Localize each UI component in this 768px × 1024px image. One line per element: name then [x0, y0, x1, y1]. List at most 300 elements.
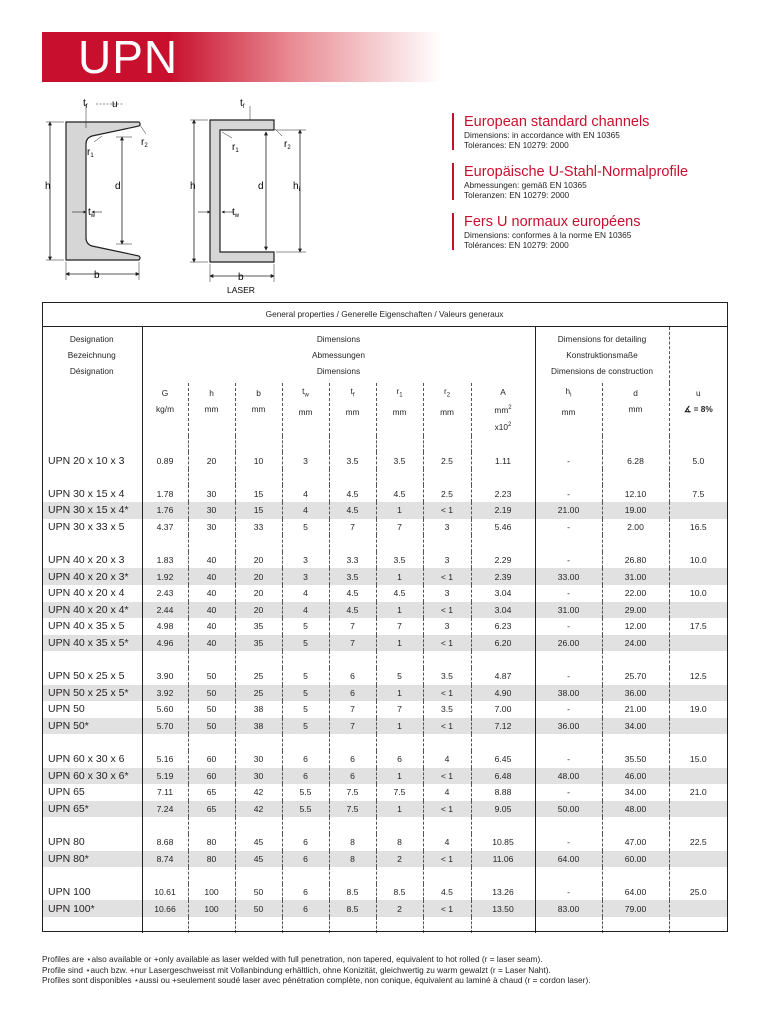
cell-designation: UPN 40 x 20 x 4*	[42, 602, 142, 619]
spacer-cell	[329, 734, 376, 751]
designation-en: Designation	[69, 334, 114, 344]
cell-g: 1.92	[142, 568, 188, 585]
cell-hi: -	[535, 485, 602, 502]
cell-tf: 6	[329, 751, 376, 768]
cell-d: 25.70	[602, 668, 669, 685]
cell-g: 7.11	[142, 784, 188, 801]
cell-g: 1.76	[142, 502, 188, 519]
cell-tw: 5	[282, 701, 329, 718]
cell-a: 5.46	[471, 519, 535, 536]
cell-b: 15	[235, 485, 282, 502]
cell-d: 47.00	[602, 834, 669, 851]
spacer-cell	[329, 867, 376, 884]
cell-h: 20	[188, 452, 235, 469]
spacer-cell	[282, 535, 329, 552]
right-tw-label: $t_w$	[232, 207, 240, 219]
left-r1-label: $r_1$	[87, 147, 94, 159]
footnotes	[42, 954, 742, 986]
spacer-cell	[602, 917, 669, 934]
cell-designation: UPN 50 x 25 x 5*	[42, 685, 142, 702]
spacer-cell	[142, 917, 188, 934]
right-b-label: b	[238, 272, 244, 283]
spacer-cell	[669, 651, 727, 668]
cell-u	[669, 801, 727, 818]
spacer-cell	[329, 817, 376, 834]
spacer-cell	[188, 651, 235, 668]
spacer-cell	[471, 817, 535, 834]
cell-designation: UPN 30 x 33 x 5	[42, 519, 142, 536]
cell-g: 5.60	[142, 701, 188, 718]
cell-a: 3.04	[471, 602, 535, 619]
cell-a: 11.06	[471, 851, 535, 868]
spacer-cell	[376, 651, 423, 668]
cell-hi: -	[535, 751, 602, 768]
cell-designation: UPN 20 x 10 x 3	[42, 452, 142, 469]
cell-g: 4.96	[142, 635, 188, 652]
cell-designation: UPN 30 x 15 x 4	[42, 485, 142, 502]
cell-h: 80	[188, 834, 235, 851]
cell-r2: < 1	[423, 602, 471, 619]
dimensions-german: Abmessungen: gemäß EN 10365	[464, 180, 587, 190]
table-row	[42, 900, 727, 917]
dimensions-french: Dimensions: conformes à la norme EN 10365	[464, 230, 632, 240]
right-d-label: d	[258, 181, 264, 192]
cell-g: 7.24	[142, 801, 188, 818]
cell-tw: 6	[282, 851, 329, 868]
cell-r2: < 1	[423, 900, 471, 917]
cell-r1: 4.5	[376, 485, 423, 502]
cell-u: 10.0	[689, 588, 707, 599]
cell-d: 12.10	[602, 485, 669, 502]
spacer-cell	[471, 469, 535, 486]
cell-u	[669, 635, 727, 652]
cross-section-svg	[36, 92, 366, 302]
cell-d: 12.00	[602, 618, 669, 635]
table-row	[42, 784, 727, 801]
spacer-cell	[42, 734, 142, 751]
cell-tf: 3.5	[329, 452, 376, 469]
spacer-cell	[282, 917, 329, 934]
cell-hi: 33.00	[535, 568, 602, 585]
detailing-fr: Dimensions de construction	[551, 366, 653, 376]
cell-g: 4.37	[142, 519, 188, 536]
cell-r1: 5	[376, 668, 423, 685]
cell-a: 7.00	[471, 701, 535, 718]
cell-b: 25	[235, 668, 282, 685]
cell-tf: 7.5	[329, 801, 376, 818]
cell-h: 100	[188, 900, 235, 917]
cell-h: 40	[188, 635, 235, 652]
cell-u: 22.5	[689, 837, 707, 848]
spacer-cell	[471, 651, 535, 668]
cell-g: 8.68	[142, 834, 188, 851]
spacer-cell	[42, 817, 142, 834]
spacer-cell	[535, 867, 602, 884]
detailing-en: Dimensions for detailing	[557, 334, 647, 344]
cell-r1: 1	[376, 602, 423, 619]
cell-tf: 8	[329, 851, 376, 868]
spacer-cell	[669, 436, 727, 453]
cell-hi: -	[535, 784, 602, 801]
cell-r2: < 1	[423, 685, 471, 702]
spacer-cell	[235, 469, 282, 486]
col-h-header: h mm	[188, 383, 235, 436]
cell-b: 30	[235, 768, 282, 785]
spacer-cell	[188, 436, 235, 453]
spacer-cell	[602, 535, 669, 552]
cell-designation: UPN 100*	[42, 900, 142, 917]
cell-tw: 3	[282, 452, 329, 469]
spacer-cell	[142, 436, 188, 453]
cell-r2: < 1	[423, 851, 471, 868]
cell-tf: 3.5	[329, 568, 376, 585]
spacer-cell	[423, 651, 471, 668]
cell-a: 10.85	[471, 834, 535, 851]
spacer-cell	[376, 734, 423, 751]
cell-b: 42	[235, 784, 282, 801]
cell-tw: 5.5	[282, 801, 329, 818]
spacer-cell	[42, 469, 142, 486]
cell-h: 40	[188, 602, 235, 619]
spacer-row	[42, 651, 727, 668]
cell-d: 26.80	[602, 552, 669, 569]
cell-designation: UPN 50 x 25 x 5	[42, 668, 142, 685]
cell-h: 40	[188, 585, 235, 602]
designation-fr: Désignation	[69, 366, 114, 376]
spacer-cell	[602, 867, 669, 884]
laser-caption: LASER	[227, 285, 255, 295]
spacer-cell	[669, 917, 727, 934]
cell-designation: UPN 100	[42, 884, 142, 901]
spacer-cell	[602, 436, 669, 453]
spacer-cell	[142, 651, 188, 668]
table-row	[42, 485, 727, 502]
cell-g: 5.16	[142, 751, 188, 768]
cell-tw: 5	[282, 519, 329, 536]
spacer-cell	[42, 917, 142, 934]
spacer-cell	[535, 651, 602, 668]
title-block-french	[452, 213, 752, 250]
spacer-cell	[329, 436, 376, 453]
spacer-cell	[423, 917, 471, 934]
footnote-english: Profiles are ⋆also available or +only available as laser welded with full penetration, non tapered, equivalent to hot rolled (r = laser seam).	[42, 954, 543, 964]
spacer-cell	[471, 436, 535, 453]
cell-tw: 4	[282, 585, 329, 602]
left-u-label: u	[112, 99, 118, 110]
table-row	[42, 585, 727, 602]
cell-designation: UPN 65	[42, 784, 142, 801]
cell-h: 100	[188, 884, 235, 901]
cell-r2: < 1	[423, 718, 471, 735]
cell-a: 1.11	[471, 452, 535, 469]
cell-a: 2.19	[471, 502, 535, 519]
cell-u	[669, 568, 727, 585]
spacer-cell	[471, 535, 535, 552]
cell-u	[669, 900, 727, 917]
cell-a: 7.12	[471, 718, 535, 735]
spacer-cell	[669, 867, 727, 884]
cell-h: 50	[188, 701, 235, 718]
dimensions-de: Abmessungen	[311, 350, 366, 360]
footnote-german: Profile sind ⋆auch bzw. +nur Lasergeschweisst mit Vollanbindung erhältlich, ohne Konizität, gleichwertig zu warm gewalzt (r = Laser Naht).	[42, 964, 551, 975]
col-u-header: u ∡ = 8%	[683, 388, 713, 415]
cell-designation: UPN 65*	[42, 801, 142, 818]
cell-d: 64.00	[602, 884, 669, 901]
cell-h: 40	[188, 618, 235, 635]
cell-r2: 2.5	[423, 485, 471, 502]
cell-tf: 7	[329, 635, 376, 652]
cell-r2: < 1	[423, 568, 471, 585]
cell-h: 50	[188, 718, 235, 735]
spacer-cell	[535, 469, 602, 486]
cell-b: 33	[235, 519, 282, 536]
title-blocks	[452, 113, 752, 263]
col-g-header: G kg/m	[142, 383, 188, 436]
cell-g: 4.98	[142, 618, 188, 635]
left-b-label: b	[94, 270, 100, 281]
spacer-cell	[535, 817, 602, 834]
cell-a: 6.45	[471, 751, 535, 768]
spacer-cell	[282, 734, 329, 751]
cell-a: 6.20	[471, 635, 535, 652]
cell-hi: 48.00	[535, 768, 602, 785]
cell-b: 30	[235, 751, 282, 768]
cell-tw: 5.5	[282, 784, 329, 801]
left-h-label: h	[45, 181, 51, 192]
table-row	[42, 668, 727, 685]
spacer-cell	[235, 651, 282, 668]
cell-b: 50	[235, 884, 282, 901]
cell-hi: 64.00	[535, 851, 602, 868]
detailing-header	[535, 327, 669, 384]
spacer-cell	[42, 651, 142, 668]
cell-b: 35	[235, 635, 282, 652]
right-tf-label: $t_f$	[240, 98, 245, 110]
spacer-cell	[188, 867, 235, 884]
cell-hi: 21.00	[535, 502, 602, 519]
cell-h: 30	[188, 519, 235, 536]
cell-g: 0.89	[142, 452, 188, 469]
cell-hi: -	[535, 452, 602, 469]
cell-r1: 2	[376, 900, 423, 917]
spacer-cell	[602, 734, 669, 751]
cell-designation: UPN 40 x 20 x 3	[42, 552, 142, 569]
spacer-cell	[282, 817, 329, 834]
table-row	[42, 635, 727, 652]
cell-b: 45	[235, 851, 282, 868]
table-row	[42, 834, 727, 851]
spacer-cell	[188, 917, 235, 934]
spacer-cell	[535, 734, 602, 751]
spacer-cell	[471, 734, 535, 751]
spacer-cell	[602, 817, 669, 834]
cell-designation: UPN 50	[42, 701, 142, 718]
cell-b: 20	[235, 602, 282, 619]
cell-u: 10.0	[689, 555, 707, 566]
spacer-cell	[376, 867, 423, 884]
cell-h: 40	[188, 552, 235, 569]
spacer-cell	[142, 817, 188, 834]
spacer-cell	[235, 436, 282, 453]
spacer-cell	[669, 817, 727, 834]
dimensions-header	[142, 327, 535, 384]
spacer-cell	[329, 651, 376, 668]
spacer-cell	[188, 535, 235, 552]
cell-designation: UPN 80	[42, 834, 142, 851]
detailing-de: Konstruktionsmaße	[566, 350, 638, 360]
col-tf-header: $t_f$ mm	[329, 383, 376, 436]
title-english: European standard channels	[464, 114, 650, 130]
cell-r2: 3.5	[423, 701, 471, 718]
cell-b: 20	[235, 568, 282, 585]
spacer-cell	[376, 535, 423, 552]
cell-u: 25.0	[689, 886, 707, 897]
title-french: Fers U normaux européens	[464, 214, 641, 230]
cell-d: 21.00	[602, 701, 669, 718]
cell-tw: 5	[282, 668, 329, 685]
spacer-cell	[235, 867, 282, 884]
cell-u	[669, 768, 727, 785]
cell-b: 35	[235, 618, 282, 635]
spacer-cell	[142, 867, 188, 884]
footnote-french: Profiles sont disponibles ⋆aussi ou +seulement soudé laser avec pénétration complète, non conique, équivalent au laminé à chaud (r = cordon laser).	[42, 975, 591, 985]
cell-u: 7.5	[692, 488, 705, 499]
spacer-cell	[42, 436, 142, 453]
spacer-cell	[423, 535, 471, 552]
cell-a: 6.23	[471, 618, 535, 635]
cell-r2: < 1	[423, 502, 471, 519]
left-r2-label: $r_2$	[141, 137, 148, 149]
general-properties-heading: General properties / Generelle Eigenschaften / Valeurs generaux	[42, 302, 727, 327]
cell-tf: 4.5	[329, 485, 376, 502]
cell-r1: 1	[376, 685, 423, 702]
cell-d: 35.50	[602, 751, 669, 768]
cell-tw: 5	[282, 635, 329, 652]
cell-u: 17.5	[689, 621, 707, 632]
cell-d: 34.00	[602, 718, 669, 735]
cell-u	[669, 685, 727, 702]
spacer-cell	[669, 535, 727, 552]
spacer-cell	[602, 469, 669, 486]
cell-h: 50	[188, 668, 235, 685]
spacer-row	[42, 867, 727, 884]
cell-g: 2.43	[142, 585, 188, 602]
cell-tw: 6	[282, 834, 329, 851]
spacer-cell	[282, 469, 329, 486]
title-block-english	[452, 113, 752, 150]
cell-hi: 50.00	[535, 801, 602, 818]
col-r1-header: $r_1$ mm	[376, 383, 423, 436]
spacer-cell	[602, 651, 669, 668]
cell-a: 2.23	[471, 485, 535, 502]
cell-designation: UPN 50*	[42, 718, 142, 735]
cell-tf: 7	[329, 718, 376, 735]
cell-hi: -	[535, 834, 602, 851]
col-r2-header: $r_2$ mm	[423, 383, 471, 436]
cell-designation: UPN 40 x 35 x 5*	[42, 635, 142, 652]
cell-designation: UPN 60 x 30 x 6*	[42, 768, 142, 785]
cell-a: 2.39	[471, 568, 535, 585]
cell-u: 12.5	[689, 671, 707, 682]
cell-h: 60	[188, 768, 235, 785]
col-tw-header: $t_w$ mm	[282, 383, 329, 436]
cell-u: 16.5	[689, 521, 707, 532]
spacer-cell	[423, 436, 471, 453]
spacer-row	[42, 436, 727, 453]
spacer-cell	[235, 917, 282, 934]
spacer-cell	[471, 917, 535, 934]
u-header-blank	[669, 327, 727, 384]
cell-b: 20	[235, 552, 282, 569]
cell-tf: 8.5	[329, 900, 376, 917]
cell-tw: 4	[282, 485, 329, 502]
cell-h: 30	[188, 485, 235, 502]
cell-tw: 6	[282, 768, 329, 785]
cell-hi: -	[535, 884, 602, 901]
channel-laser-drawing	[190, 98, 306, 295]
spacer-cell	[376, 917, 423, 934]
cell-r2: < 1	[423, 801, 471, 818]
left-tf-label: $t_f$	[83, 98, 88, 110]
right-h-label: h	[190, 181, 196, 192]
cell-tf: 7	[329, 618, 376, 635]
cell-g: 1.78	[142, 485, 188, 502]
cell-r2: 4	[423, 751, 471, 768]
cell-r2: 4	[423, 834, 471, 851]
spacer-cell	[282, 651, 329, 668]
cell-designation: UPN 80*	[42, 851, 142, 868]
cell-designation: UPN 60 x 30 x 6	[42, 751, 142, 768]
cell-tf: 7	[329, 519, 376, 536]
cell-a: 13.26	[471, 884, 535, 901]
cell-r2: < 1	[423, 635, 471, 652]
cell-d: 31.00	[602, 568, 669, 585]
dimensions-en: Dimensions	[316, 334, 361, 344]
table-row	[42, 552, 727, 569]
cell-r1: 7	[376, 701, 423, 718]
cell-tw: 5	[282, 685, 329, 702]
cell-tf: 3.3	[329, 552, 376, 569]
cell-b: 20	[235, 585, 282, 602]
cell-d: 6.28	[602, 452, 669, 469]
cell-b: 25	[235, 685, 282, 702]
title-block-german	[452, 163, 752, 200]
cell-h: 30	[188, 502, 235, 519]
spacer-cell	[188, 469, 235, 486]
spacer-cell	[535, 436, 602, 453]
cell-tw: 5	[282, 718, 329, 735]
cell-g: 5.19	[142, 768, 188, 785]
cell-tf: 7.5	[329, 784, 376, 801]
spacer-cell	[423, 817, 471, 834]
cell-a: 9.05	[471, 801, 535, 818]
cell-r2: 3	[423, 552, 471, 569]
col-a-header: A $mm^2$ $x10^2$	[471, 383, 535, 436]
cell-r1: 7.5	[376, 784, 423, 801]
cell-a: 4.87	[471, 668, 535, 685]
page-title: UPN	[78, 31, 179, 83]
cell-r1: 3.5	[376, 452, 423, 469]
spacer-cell	[188, 734, 235, 751]
group-header-row	[42, 327, 727, 384]
designation-de: Bezeichnung	[67, 350, 116, 360]
cell-g: 5.70	[142, 718, 188, 735]
cell-b: 15	[235, 502, 282, 519]
table-row	[42, 801, 727, 818]
spacer-cell	[423, 469, 471, 486]
cell-tf: 6	[329, 768, 376, 785]
cell-u	[669, 718, 727, 735]
